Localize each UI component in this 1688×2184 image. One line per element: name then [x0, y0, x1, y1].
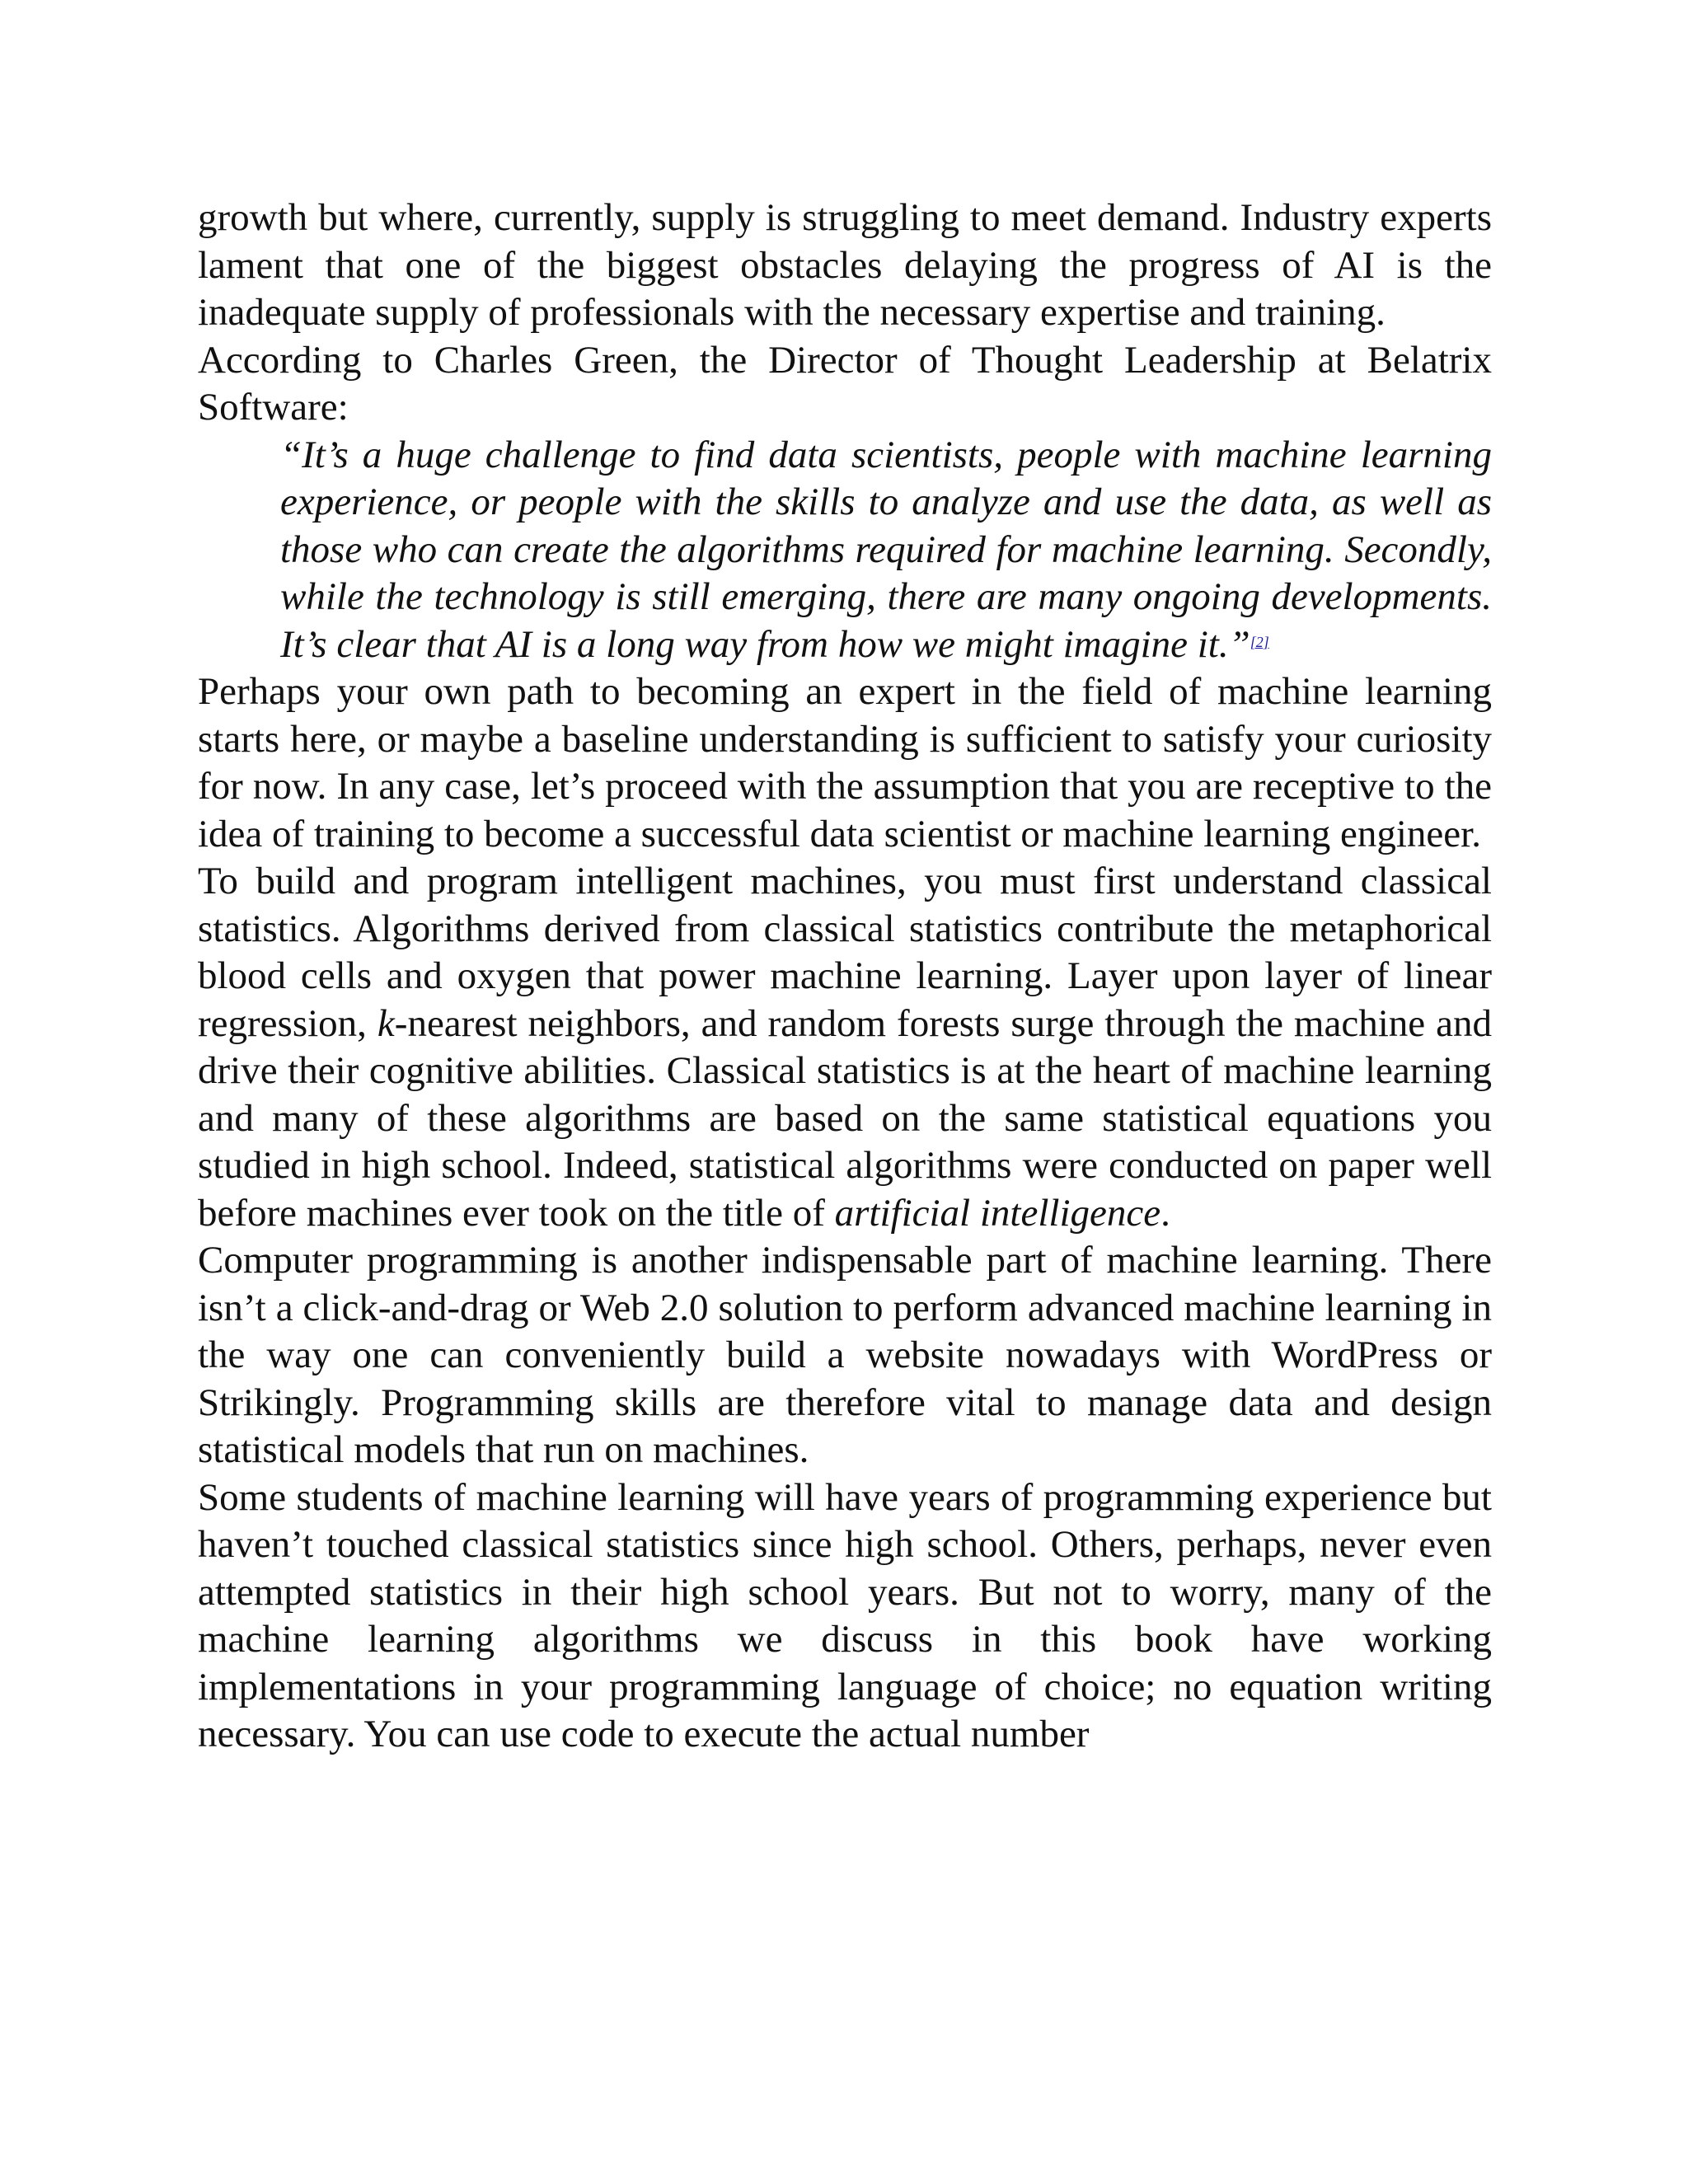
statistics-text-part1: To build and program intelligent machines, you must first understand classical statistics. Algorithms derived from classical statistics contribute the metaphorical blood cells and oxygen that power machine learning. Layer upon layer of linear regression, [198, 860, 1492, 1045]
paragraph-charles-green-intro: According to Charles Green, the Director of Thought Leadership at Belatrix Software: [198, 338, 1492, 429]
k-variable: k [377, 1001, 395, 1045]
paragraph-computer-programming: Computer programming is another indispensable part of machine learning. There isn’t a click-and-drag or Web 2.0 solution to perform advanced machine learning in the way one can conveniently build a website nowadays with WordPress or Strikingly. Programming skills are therefore vital to manage data and design statistical models that run on machines. [198, 1239, 1492, 1471]
paragraph-students: Some students of machine learning will have years of programming experience but haven’t touched classical statistics since high school. Others, perhaps, never even attempted statistics in their high school years. But not to worry, many of the machine learning algorithms we discuss in this book have working implementations in your programming language of choice; no equation writing necessary. You can use code to execute the actual number [198, 1475, 1492, 1755]
document-page [198, 194, 1492, 1759]
paragraph-supply-demand: growth but where, currently, supply is struggling to meet demand. Industry experts lament that one of the biggest obstacles delaying the progress of AI is the inadequate supply of professionals with the necessary expertise and training. [198, 196, 1492, 334]
statistics-text-part2: -nearest neighbors, and random forests surge through the machine and drive their cognitive abilities. Classical statistics is at the heart of machine learning and many of these algorithms are based on the same statistical equations you studied in high school. Indeed, statistical algorithms were conducted on paper well before machines ever took on the title of [198, 1001, 1492, 1235]
statistics-text-end: . [1160, 1191, 1170, 1235]
quote-text: “It’s a huge challenge to find data scientists, people with machine learning experience, or people with the skills to analyze and use the data, as well as those who can create the algorithms required for machine learning. Secondly, while the technology is still emerging, there are many ongoing developments. It’s clear that AI is a long way from how we might imagine it.” [280, 433, 1492, 666]
footnote-link[interactable]: [2] [1250, 633, 1269, 650]
paragraph-classical-statistics [198, 858, 1492, 1237]
paragraph-expert-path: Perhaps your own path to becoming an expert in the field of machine learning starts here, or maybe a baseline understanding is sufficient to satisfy your curiosity for now. In any case, let’s proceed with the assumption that you are receptive to the idea of training to become a successful data scientist or machine learning engineer. [198, 670, 1492, 855]
block-quote [198, 432, 1492, 669]
artificial-intelligence-emphasis: artificial intelligence [834, 1191, 1161, 1235]
